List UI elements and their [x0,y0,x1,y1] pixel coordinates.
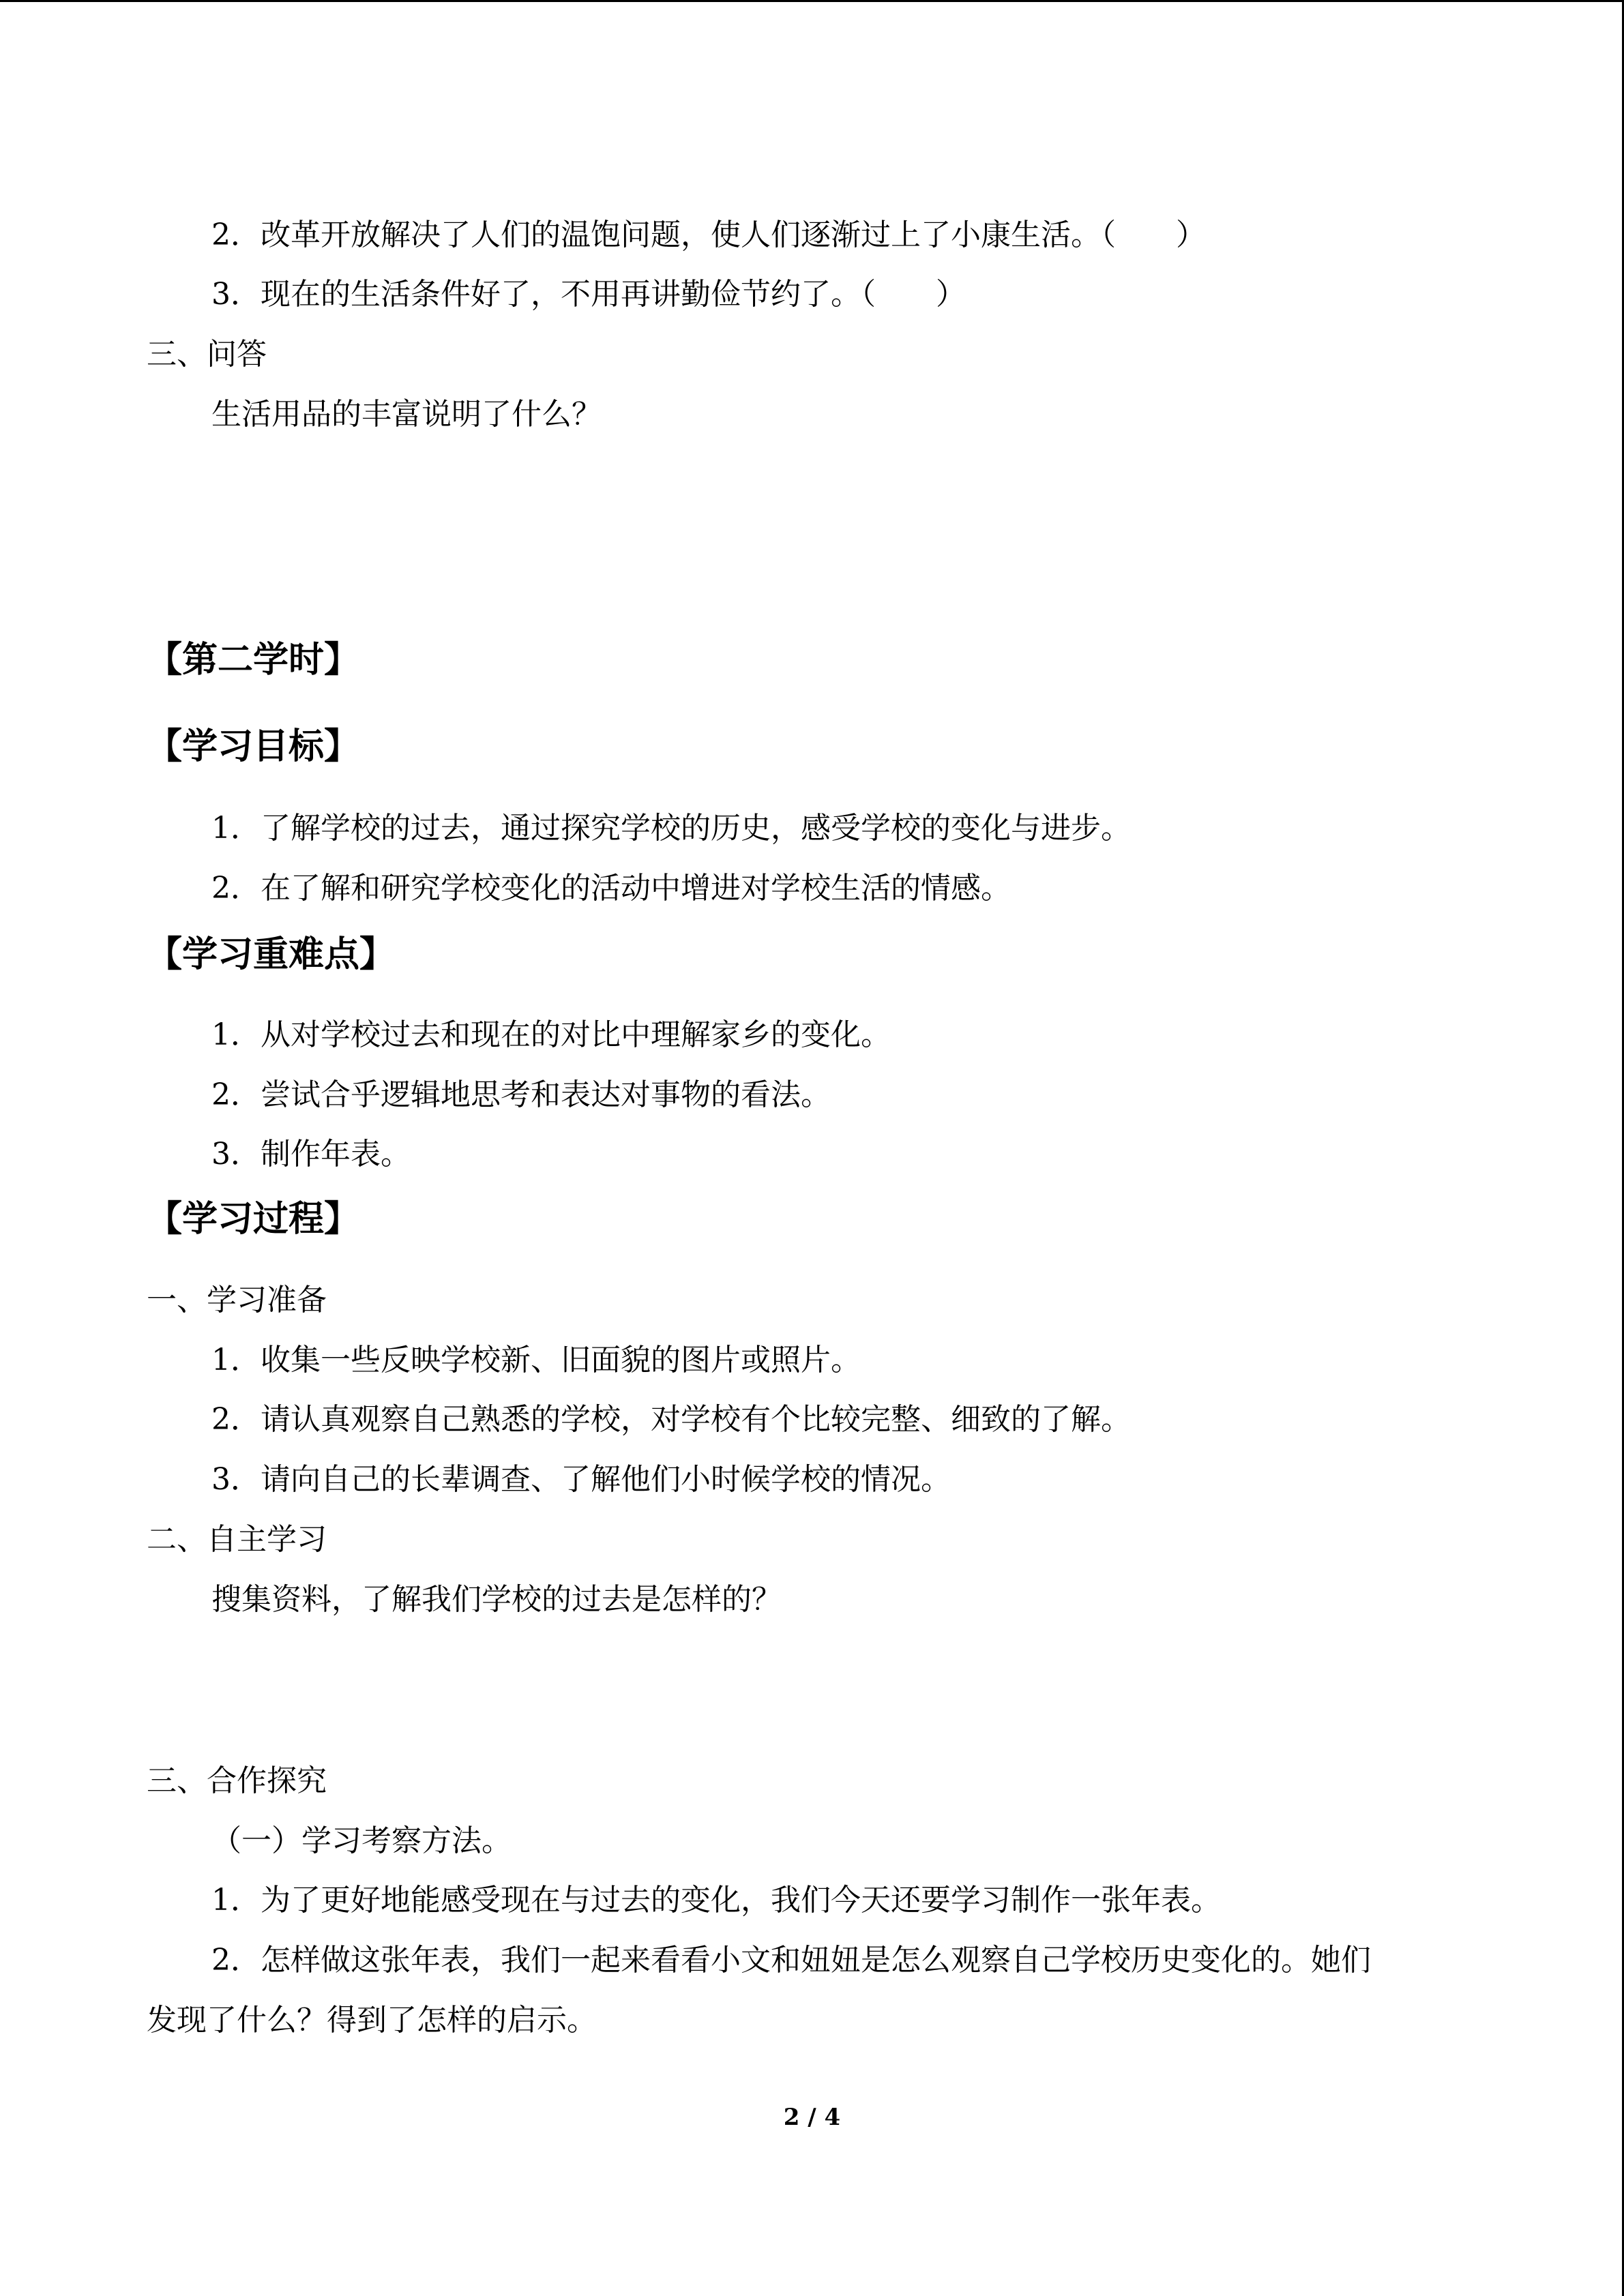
prep-item: 3．请向自己的长辈调查、了解他们小时候学校的情况。 [211,1462,951,1497]
keypoint-item: 1．从对学校过去和现在的对比中理解家乡的变化。 [211,1017,891,1052]
qa-question: 生活用品的丰富说明了什么？ [211,397,602,432]
coop-item: 1．为了更好地能感受现在与过去的变化，我们今天还要学习制作一张年表。 [211,1883,1221,1918]
coop-subtitle: （一）学习考察方法。 [211,1823,512,1858]
tf-question-3: 3．现在的生活条件好了，不用再讲勤俭节约了。（ ） [211,277,966,312]
session-heading: 【第二学时】 [147,640,360,681]
page-number: 2 / 4 [783,2104,841,2131]
goals-heading: 【学习目标】 [147,726,360,767]
prep-item: 2．请认真观察自己熟悉的学校，对学校有个比较完整、细致的了解。 [211,1402,1131,1437]
keypoint-item: 2．尝试合乎逻辑地思考和表达对事物的看法。 [211,1077,831,1112]
self-study-text: 搜集资料，了解我们学校的过去是怎样的？ [211,1582,782,1617]
keypoints-heading: 【学习重难点】 [147,934,396,975]
tf-question-2: 2．改革开放解决了人们的温饱问题，使人们逐渐过上了小康生活。（ ） [211,218,1206,252]
goal-item: 1．了解学校的过去，通过探究学校的历史，感受学校的变化与进步。 [211,811,1131,846]
prep-title: 一、学习准备 [147,1283,327,1317]
page-border-top [0,0,1624,2]
section-qa-title: 三、问答 [147,337,267,372]
process-heading: 【学习过程】 [147,1199,360,1240]
coop-item: 2．怎样做这张年表，我们一起来看看小文和妞妞是怎么观察自己学校历史变化的。她们 [211,1943,1371,1978]
self-study-title: 二、自主学习 [147,1522,327,1557]
prep-item: 1．收集一些反映学校新、旧面貌的图片或照片。 [211,1343,861,1377]
keypoint-item: 3．制作年表。 [211,1137,411,1172]
coop-item-continued: 发现了什么？得到了怎样的启示。 [147,2003,597,2038]
coop-title: 三、合作探究 [147,1763,327,1798]
goal-item: 2．在了解和研究学校变化的活动中增进对学校生活的情感。 [211,871,1011,906]
